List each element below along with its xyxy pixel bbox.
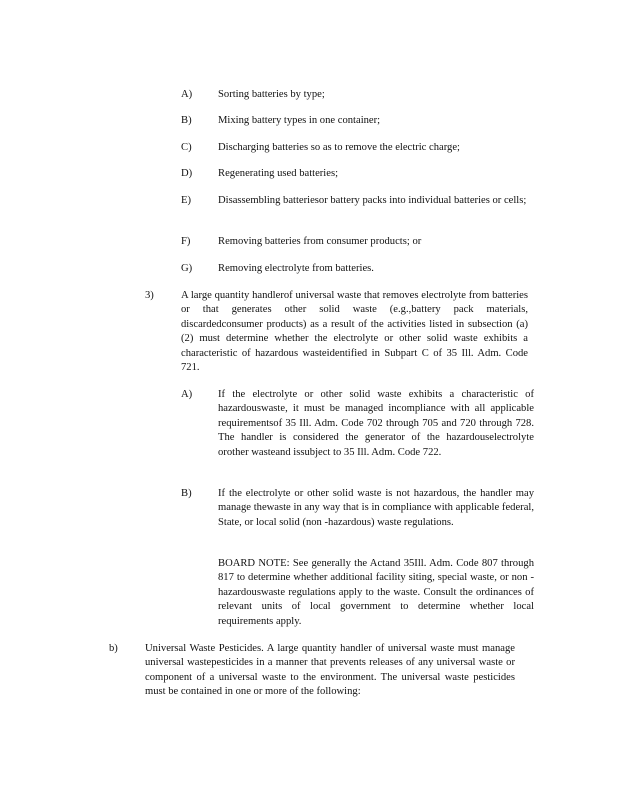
list-label: D) <box>181 168 193 179</box>
list-label: C) <box>181 142 192 153</box>
list-label: A) <box>181 389 193 400</box>
list-text: Sorting batteries by type; <box>218 89 325 100</box>
list-label: F) <box>181 236 191 247</box>
list-text: Universal Waste Pesticides. A large quantity handler of universal waste must manage universal wastepesticides in a manner that prevents releases of any universal waste or component of a universal waste to the environment. The universal waste pesticides must be contained in one or more of the following: <box>145 643 515 698</box>
list-text: Removing batteries from consumer products; or <box>218 236 422 247</box>
board-note: BOARD NOTE: See generally the Actand 35Ill. Adm. Code 807 through 817 to determine whether additional facility siting, special waste, or non -hazardouswaste regulations apply to the waste. Consult the ordinances of relevant units of local government to determine whether local requirements apply. <box>218 558 534 627</box>
list-text: Mixing battery types in one container; <box>218 115 381 126</box>
list-text: Regenerating used batteries; <box>218 168 339 179</box>
list-text: Disassembling batteriesor battery packs into individual batteries or cells; <box>218 195 527 206</box>
list-label: b) <box>109 643 118 654</box>
list-label: A) <box>181 89 193 100</box>
list-label: G) <box>181 263 193 274</box>
list-text: A large quantity handlerof universal waste that removes electrolyte from batteries or that generates other solid waste (e.g.,battery pack materials, discardedconsumer products) as a result of the activities listed in subsection (a)(2) must determine whether the electrolyte or other solid waste exhibits a characteristic of hazardous wasteidentified in Subpart C of 35 Ill. Adm. Code 721. <box>181 290 528 374</box>
list-text: Removing electrolyte from batteries. <box>218 263 374 274</box>
list-label: E) <box>181 195 191 206</box>
list-label: B) <box>181 488 192 499</box>
list-text: Discharging batteries so as to remove the electric charge; <box>218 142 460 153</box>
list-text: If the electrolyte or other solid waste is not hazardous, the handler may manage thewaste in any way that is in compliance with applicable federal, State, or local solid (non -hazardous) waste regulations. <box>218 488 534 528</box>
list-label: 3) <box>145 290 154 301</box>
list-label: B) <box>181 115 192 126</box>
list-text: If the electrolyte or other solid waste exhibits a characteristic of hazardouswaste, it must be managed incompliance with all applicable requirementsof 35 Ill. Adm. Code 702 through 705 and 720 through 728. The handler is considered the generator of the hazardouselectrolyte orother wasteand issubject to 35 Ill. Adm. Code 722. <box>218 389 534 458</box>
